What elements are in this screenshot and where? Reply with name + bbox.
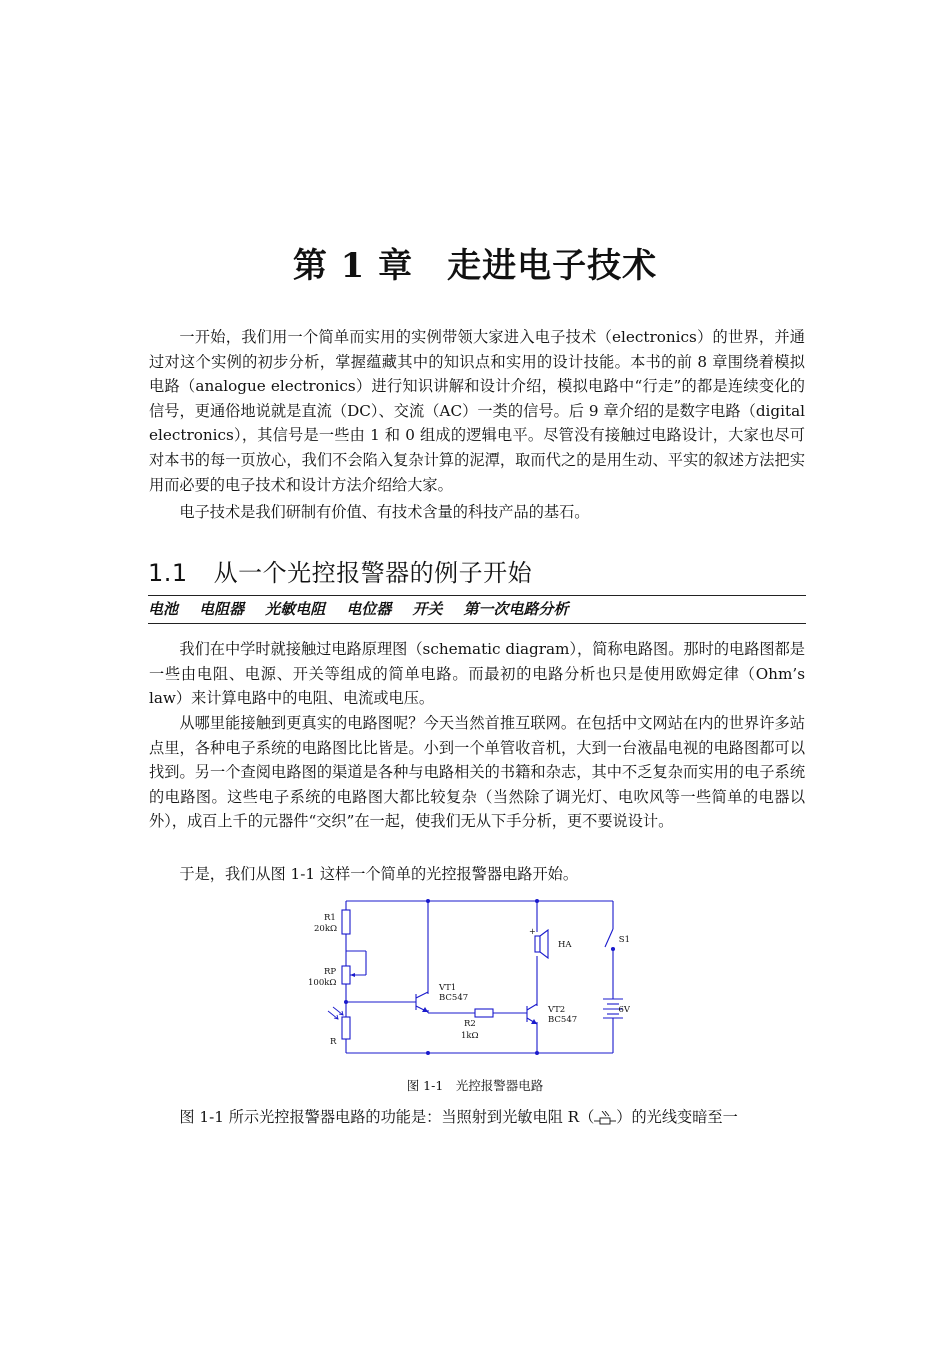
label-ha-name: HA	[558, 940, 572, 950]
label-vt2-model: BC547	[548, 1015, 578, 1025]
resistor-r1	[342, 910, 350, 934]
plus-mark: +	[529, 927, 536, 936]
label-r-name: R	[330, 1037, 337, 1047]
body-paragraph-continued	[149, 1105, 805, 1129]
keyword: 电位器	[346, 600, 392, 618]
potentiometer-rp	[342, 966, 350, 984]
chapter-title	[0, 238, 950, 287]
label-battery-value: 6V	[618, 1005, 630, 1015]
component-labels	[308, 913, 630, 1047]
label-r1-value: 20kΩ	[314, 924, 338, 934]
keyword: 开关	[412, 600, 443, 618]
figure-caption: 图 1-1 光控报警器电路	[406, 1078, 544, 1093]
keyword: 电池	[148, 600, 179, 618]
circuit-wires	[346, 901, 613, 1053]
body-paragraph: 于是，我们从图 1-1 这样一个简单的光控报警器电路开始。	[179, 865, 579, 883]
transistor-vt1	[416, 992, 428, 1012]
body-paragraph: 我们在中学时就接触过电路原理图（schematic diagram），简称电路图。那时的电路图都是一些由电阻、电源、开关等组成的简单电路。而最初的电路分析也只是使用欧姆定律（Ohm’s law）来计算电路中的电阻、电流或电压。	[149, 640, 805, 708]
label-vt1-name: VT1	[439, 983, 457, 993]
label-r1-name: R1	[324, 913, 336, 923]
keyword: 第一次电路分析	[463, 600, 569, 618]
paragraph-text-start: 图 1-1 所示光控报警器电路的功能是：当照射到光敏电阻 R（	[179, 1108, 595, 1126]
switch-s1	[605, 929, 615, 951]
transistor-vt2	[527, 1004, 537, 1024]
keyword: 电阻器	[199, 600, 245, 618]
wiper-arrow-icon	[350, 973, 355, 977]
junction-dots	[344, 899, 539, 1055]
intro-paragraph: 一开始，我们用一个简单而实用的实例带领大家进入电子技术（electronics）的世界，并通过对这个实例的初步分析，掌握蕴藏其中的知识点和实用的设计技能。本书的前 8 章围绕着模拟电路（analogue electronics）进行知识讲解和设计介绍，模拟电路中“行走”的都是连续变化的信号，更通俗地说就是直流（DC）、交流（AC）一类的信号。后 9 章介绍的是数字电路（digital electronics），其信号是一些由 1 和 0 组成的逻辑电平。尽管没有接触过电路设计，大家也尽可对本书的每一页放心，我们不会陷入复杂计算的泥潭，取而代之的是用生动、平实的叙述方法把实用而必要的电子技术和设计方法介绍给大家。	[149, 328, 805, 494]
resistor-r2	[475, 1009, 493, 1017]
section-heading	[148, 553, 532, 588]
photoresistor-icon	[594, 1111, 616, 1125]
photoresistor-r	[342, 1017, 350, 1039]
label-rp-value: 100kΩ	[308, 978, 337, 988]
intro-paragraph-2: 电子技术是我们研制有价值、有技术含量的科技产品的基石。	[179, 503, 590, 521]
chapter-name: 走进电子技术	[447, 246, 658, 286]
paragraph-text-end: ）的光线变暗至一	[616, 1108, 738, 1126]
section-number: 1.1	[148, 559, 188, 587]
keyword: 光敏电阻	[265, 600, 326, 618]
body-paragraph: 从哪里能接触到更真实的电路图呢？今天当然首推互联网。在包括中文网站在内的世界许多站点里，各种电子系统的电路图比比皆是。小到一个单管收音机，大到一台液晶电视的电路图都可以找到。另一个查阅电路图的渠道是各种与电路相关的书籍和杂志，其中不乏复杂而实用的电子系统的电路图。这些电子系统的电路图大都比较复杂（当然除了调光灯、电吹风等一些简单的电器以外），成百上千的元器件“交织”在一起，使我们无从下手分析，更不要说设计。	[149, 714, 805, 831]
label-r2-value: 1kΩ	[461, 1031, 479, 1041]
label-vt2-name: VT2	[548, 1005, 566, 1015]
label-rp-name: RP	[324, 967, 337, 977]
light-arrows-icon	[328, 1007, 343, 1019]
label-vt1-model: BC547	[439, 993, 469, 1003]
label-r2-name: R2	[464, 1019, 476, 1029]
label-s1-name: S1	[618, 935, 630, 945]
section-title: 从一个光控报警器的例子开始	[213, 559, 533, 587]
chapter-number: 第 1 章	[292, 246, 414, 286]
circuit-diagram	[300, 896, 630, 1066]
buzzer-icon	[535, 930, 548, 958]
keyword-bar	[148, 595, 806, 624]
